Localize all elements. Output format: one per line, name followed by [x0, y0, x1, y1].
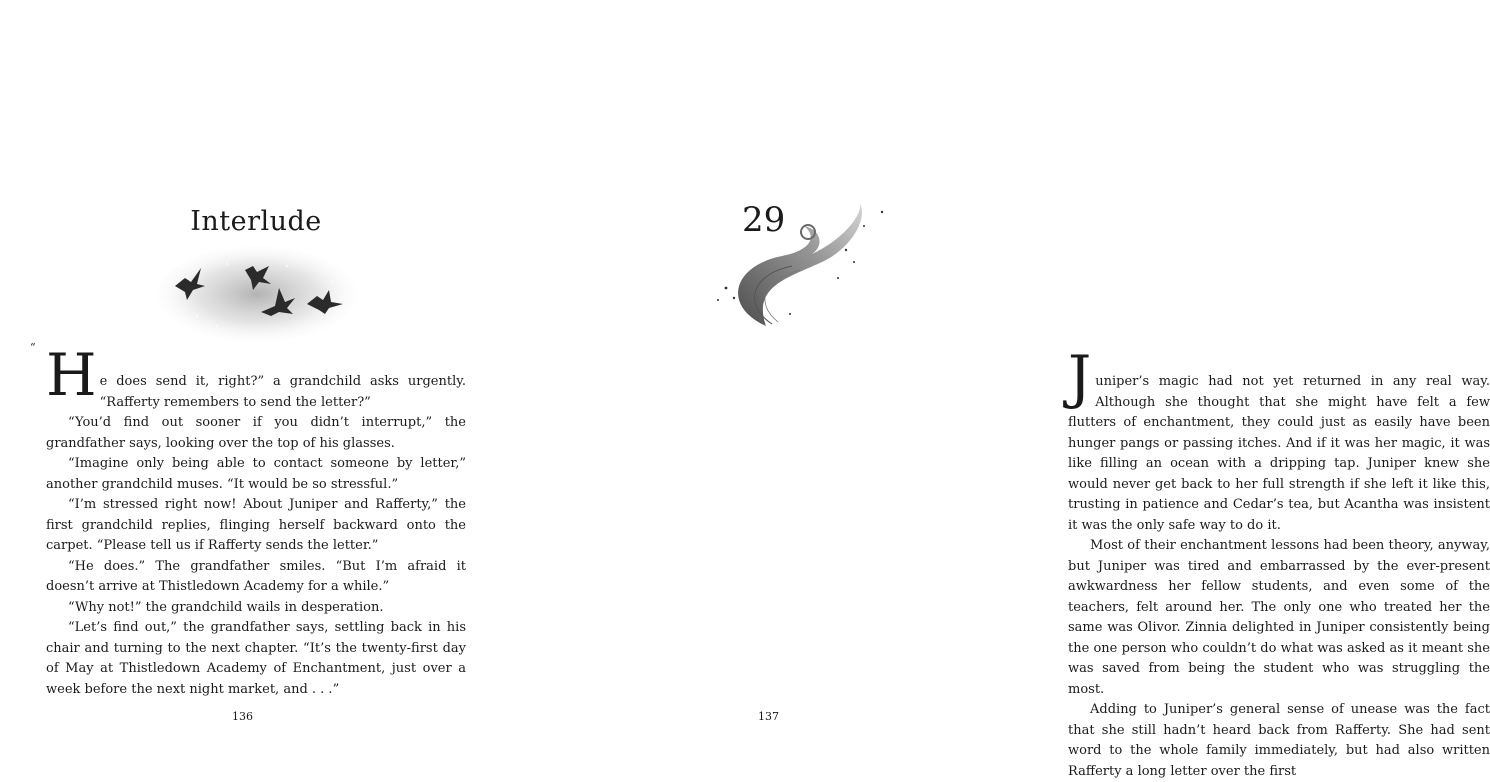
drop-cap: J	[1068, 343, 1092, 411]
chapter-title: Interlude	[190, 206, 322, 237]
paragraph: He does send it, right?” a grandchild asks urgently. “Rafferty remembers to send the letter?”	[46, 341, 466, 410]
body-text-right	[1068, 343, 1490, 782]
right-page	[512, 0, 1490, 779]
paragraph: “Let’s find out,” the grandfather says, settling back in his chair and turning to the next chapter. “It’s the twenty-first day of May at Thistledown Academy of Enchantment, just over a week before the next night market, and . . .”	[46, 620, 466, 697]
paragraph: “I’m stressed right now! About Juniper and Rafferty,” the first grandchild replies, flinging herself backward onto the carpet. “Please tell us if Rafferty sends the letter.”	[46, 497, 466, 553]
magic-swirl-illustration	[692, 196, 902, 336]
paragraph: Most of their enchantment lessons had been theory, anyway, but Juniper was tired and embarrassed by the ever-present awkwardness her fellow students, and even some of the teachers, felt around her. The only one who treated her the same was Olivor. Zinnia delighted in Juniper consistently being the one person who couldn’t do what was asked as it meant she was saved from being the student who was struggling the most.	[1068, 538, 1490, 697]
birds-in-flight-illustration	[157, 246, 357, 342]
paragraph: “Imagine only being able to contact someone by letter,” another grandchild muses. “It would be so stressful.”	[46, 456, 466, 492]
opening-quote-mark: “	[30, 341, 36, 354]
page-number: 136	[232, 710, 253, 723]
page-number: 137	[758, 710, 779, 723]
chapter-number: 29	[742, 200, 786, 240]
paragraph: Juniper’s magic had not yet returned in any real way. Although she thought that she might have felt a few flutters of enchantment, they could just as easily have been hunger pangs or passing itches. And if it was her magic, it was like filling an ocean with a dripping tap. Juniper knew she would never get back to her full strength if she left it like this, trusting in patience and Cedar’s tea, but Acantha was insistent it was the only safe way to do it.	[1068, 343, 1490, 533]
left-page	[0, 0, 512, 768]
paragraph: “You’d find out sooner if you didn’t interrupt,” the grandfather says, looking over the top of his glasses.	[46, 415, 466, 451]
paragraph: Adding to Juniper’s general sense of unease was the fact that she still hadn’t heard back from Rafferty. She had sent word to the whole family immediately, but had also written Rafferty a long letter over the first	[1068, 702, 1490, 779]
paragraph: “Why not!” the grandchild wails in desperation.	[68, 599, 384, 615]
paragraph: “He does.” The grandfather smiles. “But I’m afraid it doesn’t arrive at Thistledown Academy for a while.”	[46, 558, 466, 594]
drop-cap: H	[46, 341, 97, 409]
body-text-left	[30, 341, 466, 700]
